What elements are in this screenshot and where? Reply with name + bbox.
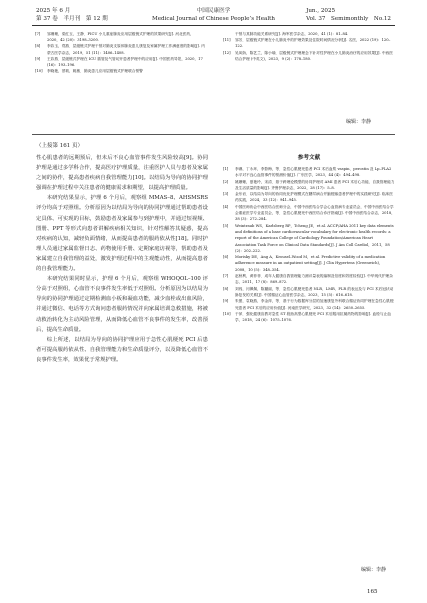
reference-item: [8] 李彩玉，郑燕．层级链式护理干预对肺炎支原体肺炎患儿康复及家属护理工作满意度的影响[J]. 内蒙古医学杂志，2019，51 (11)：1406–1408.	[35, 44, 205, 55]
header-volume-cn: 第 37 卷 半月刊 第 12 期	[36, 16, 108, 22]
reference-item: [11] 邹芳．层级链式护理在小儿肺炎中的护理效果及住院时间情况分析[J]. 名医，2022 (19)：120–122.	[223, 38, 391, 49]
section-divider	[32, 134, 395, 135]
journal-title-en: Medical Journal of Chinese People’s Health	[151, 16, 276, 22]
references-heading: 参考文献	[297, 155, 321, 161]
reference-item: [8] 刘闯，闫佩佩，陈璐丽，等．急性心肌梗死患者 NLR、LMR、PLR 的表达及与 PCI 术后冠状动脉复发的关系[J]. 中国循证心血管医学杂志，2023，15 (5)：616–618.	[223, 286, 394, 297]
editor-note-bottom: 编辑：李静	[361, 567, 387, 573]
page-number: 165	[367, 589, 378, 595]
header-right	[306, 7, 391, 23]
reference-item: [7] 赵秋利，黄菲菲．成年人健康自我管理能力测评量表的编制及信度和效度检验[J]. 中华现代护理杂志，2011，17 (8)：869–872.	[223, 274, 393, 285]
body-paragraph: 本研究结果同时显示，护理 6 个月后，观察组 WHOQOL–100 评分高于对照组，心血管不良事件发生率低于对照组。分析原因为以结局为导向的协同护理通过定期检测血小板和凝血功能，减少血栓或出血风险，并通过微信、电话等方式询问患者服药情况并向家属培训急救措施，将被动救治转化为主动风险管理，从而降低心血管不良事件的发生率，改善预后，提高生命质量。	[36, 276, 208, 333]
reference-item: 干预与其肺功能关系研究[J]. 海军医学杂志，2020，41 (1)：81–84.	[235, 32, 349, 36]
body-paragraph: 性心肌患者的远期预后，但未后不良心血管事件发生风险较高[9]。协同护理是通过多学科合作，提高医疗护理质量，注重医护人员与患者及家属之间的协作，提高患者疾病自我管理能力[10]。以结局为导向的协同护理强调在护理过程中关注患者的健康需求和期望，以提高护理质量。	[36, 155, 208, 192]
header-date-cn: 2025 年 6 月	[36, 8, 71, 14]
header-volume-en: Vol. 37 Semimonthly No.12	[306, 16, 391, 22]
reference-item: [7] 邹珊珊，梁红玉，王静．PICU 小儿重症肺炎应用层级链式护理的效果研究[J]. 河北医药，2020，42 (20)：3198–3200.	[35, 32, 194, 43]
body-paragraph: 综上所述，以结局为导向的协同护理应用于急性心肌梗死 PCI 后患者可提高服药依从性、自我管理能力和生命质量评分，以及降低心血管不良事件发生率，效果优于常规护理。	[36, 336, 208, 363]
reference-item: [2] 姚姗姗，夏艳玲，宋清．基于跨理论模型的协同护理对 AMI 患者 PCI 术后心功能、自我管理能力及生活质量的影响[J]. 齐鲁护理杂志，2022，28 (17)：5–8.	[223, 179, 395, 190]
header-divider	[32, 25, 395, 26]
reference-item: [5] Weintraub WS，Karlsberg RP，Tcheng JE，et al. ACCF/AHA 2011 key data elements and definitions of a base cardiovascular vocabulary for electronic health records: a report of the American College of Cardiology Foundation/American Heart Association Task Force on Clinical Data Standards[J]. J Am Coll Cardiol，2011，58 (2)：202–222.	[223, 223, 394, 253]
reference-item: [12] 吴凤娇，陈艺兰，陈小瑜．层级链式护理理念下针对性护理在小儿肺炎治疗的应用效果[J]. 中西医结合护理 (中英文)，2023，9 (2)：178–180.	[223, 50, 393, 61]
reference-item: [9] 朱蕾，袁晓燕，李金萍，等．基于行为数据库分层的加速康复外科联合循证协同护理在急性心肌梗死患者 PCI 术后的应用价值[J]. 河南医学研究，2023，32 (14)：2650–2655.	[223, 299, 394, 310]
reference-item: [6] Morisky DE，Ang A，Krousel–Wood M，et al. Predictive validity of a medication adherence measure in an outpatient setting[J]. J Clin Hypertens (Greenwich)，2008，10 (5)：348–354.	[223, 255, 386, 272]
reference-item: [3] 金东岩．以结局为导向的协同优化护理模式在糖尿病合并脑梗塞患者护理中的实践研究[J]. 临床医药实践，2024，33 (12)：941–945.	[223, 192, 393, 203]
reference-item: [10] 于萍．强化健康宣教对急性 ST 段抬高型心肌梗死 PCI 术后服用抗凝药物的影响[J]. 血栓与止血学，2018，24 (6)：1075–1076.	[223, 311, 391, 323]
previous-article-references-left	[35, 31, 205, 74]
header-date-en: Jun., 2025	[306, 8, 336, 14]
reference-item: [1] 李淋，丁永环，李影梅，等．急性心肌梗死患者 PCI 术后血浆 vaspin、perostin 及 Lp–PLA2 水平对不良心血管事件的预测价值[J]. 广东医学，2023，44 (4)：494–498.	[223, 167, 392, 178]
journal-title-cn: 中国民康医学	[196, 8, 231, 14]
editor-note-top: 编辑：李静	[346, 119, 372, 125]
body-text-column	[36, 153, 208, 365]
references-list	[223, 166, 395, 323]
continued-from-note: （上接第 161 页）	[36, 143, 83, 149]
previous-article-references-right	[223, 31, 393, 62]
reference-item: [4] 中国医师协会中西医结合医师分会，中国中西医结合学会心血管病专业委员会，中国中西医结合学会重症医学专业委员会，等．急性心肌梗死中西医结合诊疗指南[J]. 中国中西医结合杂志，2018，38 (3)：272–284.	[223, 204, 395, 222]
reference-item: [10] 李晓艳，蔡莉，姚敏．肺炎患儿应用层级链式护理联合预警	[35, 69, 143, 74]
body-paragraph: 本研究结果显示，护理 6 个月后，观察组 MMAS–8、AHSMSRS 评分均高于对照组。分析原因为以结局为导向的协同护理通过帮助患者设定具体、可实现的目标，鼓励患者及家属参与到护理中，并通过短视频、图册、PPT 等形式向患者讲解疾病相关知识，针对性解答其疑惑，提高对疾病的认知，减轻负面情绪，从而提高患者的服药依从性[18]。同时护理人员通过家属监督日志、药物使用手册、定期家庭访视等，帮助患者及家属建立自我管理的益处，激发护理过程中的主观能动性，从而提高患者的自我管理能力。	[36, 195, 208, 273]
reference-item: [9] 王彩燕．层级链式护理在 ICU 插管及气管切开患者护理中的应用[J]. 中国医药导报，2020，17 (16)：193–196.	[35, 56, 203, 68]
